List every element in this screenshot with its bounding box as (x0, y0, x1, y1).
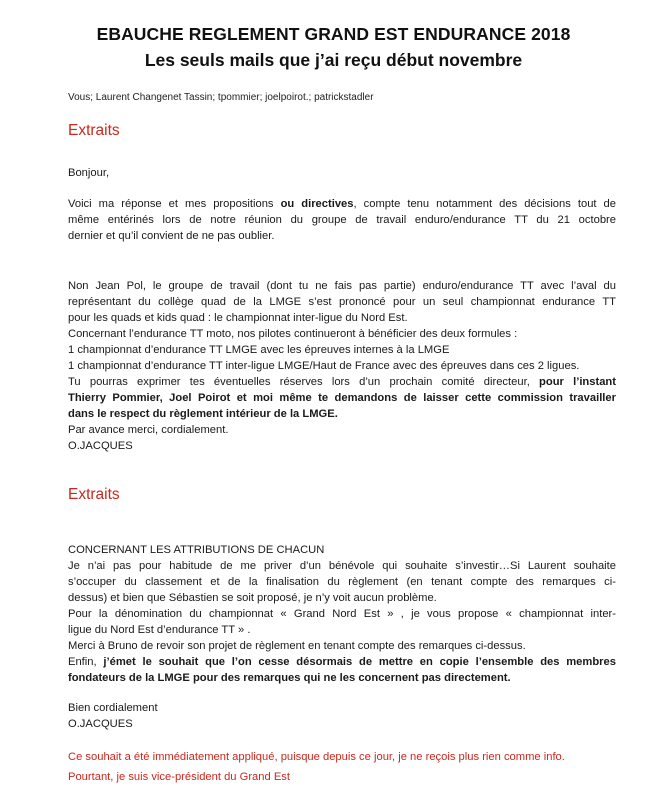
paragraph-line: 1 championnat d’endurance TT LMGE avec les épreuves internes à la LMGE (68, 344, 450, 356)
section1-closing: Par avance merci, cordialement. (68, 424, 229, 436)
paragraph-line: Merci à Bruno de revoir son projet de règlement en tenant compte des remarques ci-dessus. (68, 640, 526, 652)
section1-greeting: Bonjour, (68, 167, 110, 179)
document-title: EBAUCHE REGLEMENT GRAND EST ENDURANCE 2018 (96, 24, 571, 44)
paragraph-line: Je n’ai pas pour habitude de me priver d’un bénévole qui souhaite s’investir…Si Laurent souhaite (68, 560, 616, 572)
text-bold: fondateurs de la LMGE pour des remarques qui ne les concernent pas directement. (68, 672, 511, 684)
email-recipients: Vous; Laurent Changenet Tassin; tpommier; joelpoirot.; patrickstadler (68, 92, 374, 103)
section1-paragraph2 (68, 278, 616, 454)
paragraph-line: représentant du collège quad de la LMGE s’est prononcé pour un seul championnat endurance TT (68, 296, 616, 308)
text-span: Voici ma réponse et mes propositions (68, 198, 281, 210)
section2-heading: Extraits (68, 486, 120, 503)
author-note (68, 749, 616, 785)
text-bold: dans le respect du règlement intérieur de la LMGE. (68, 408, 338, 420)
paragraph-line (68, 406, 616, 422)
paragraph-line (68, 670, 616, 686)
text-bold: j’émet le souhait que l’on cesse désormais de mettre en copie l’ensemble des membres (103, 656, 616, 668)
section2-closing: Bien cordialement (68, 702, 158, 714)
section2-subject: CONCERNANT LES ATTRIBUTIONS DE CHACUN (68, 544, 325, 556)
paragraph-line: Non Jean Pol, le groupe de travail (dont tu ne fais pas partie) enduro/endurance TT avec l’aval du (68, 280, 616, 292)
paragraph-line: Pour la dénomination du championnat « Grand Nord Est » , je vous propose « championnat inter- (68, 608, 616, 620)
paragraph-line (68, 374, 616, 390)
section1-signature: O.JACQUES (68, 440, 133, 452)
text-span: Enfin, (68, 656, 104, 668)
section2-signature: O.JACQUES (68, 718, 133, 730)
paragraph-line: s’occuper du classement et de la finalisation du règlement (en tenant compte des remarques ci- (68, 576, 616, 588)
paragraph-line: dessus) et bien que Sébastien se soit proposé, je n’y voit aucun problème. (68, 592, 437, 604)
section1-heading: Extraits (68, 122, 120, 139)
section2-closing-block (68, 700, 616, 732)
paragraph-line: dernier et qu’il convient de ne pas oublier. (68, 230, 275, 242)
section1-paragraph1 (68, 196, 616, 244)
note-line: Ce souhait a été immédiatement appliqué, puisque depuis ce jour, je ne reçois plus rien comme info. (68, 751, 565, 763)
text-bold: pour l’instant (539, 376, 616, 388)
text-bold: Thierry Pommier, Joel Poirot et moi même te demandons de laisser cette commission travailler (68, 392, 616, 404)
text-span: , compte tenu notamment des décisions tout de (353, 198, 617, 210)
text-span: Tu pourras exprimer tes éventuelles réserves lors d’un prochain comité directeur, (68, 376, 540, 388)
note-line: Pourtant, je suis vice-président du Grand Est (68, 771, 290, 783)
paragraph-line (68, 196, 616, 212)
paragraph-line: ligue du Nord Est d’endurance TT » . (68, 624, 251, 636)
document-subtitle: Les seuls mails que j’ai reçu début novembre (144, 50, 523, 70)
paragraph-line: 1 championnat d’endurance TT inter-ligue LMGE/Haut de France avec des épreuves dans ces 2 ligues. (68, 360, 580, 372)
paragraph-line: même entérinés lors de notre réunion du groupe de travail enduro/endurance TT du 21 octobre (68, 214, 616, 226)
section2-body (68, 542, 616, 686)
paragraph-line: Concernant l’endurance TT moto, nos pilotes continueront à bénéficier des deux formules : (68, 328, 518, 340)
paragraph-line: pour les quads et kids quad : le championnat inter-ligue du Nord Est. (68, 312, 408, 324)
paragraph-line (68, 390, 616, 406)
text-bold: ou directives (280, 198, 354, 210)
paragraph-line (68, 654, 616, 670)
